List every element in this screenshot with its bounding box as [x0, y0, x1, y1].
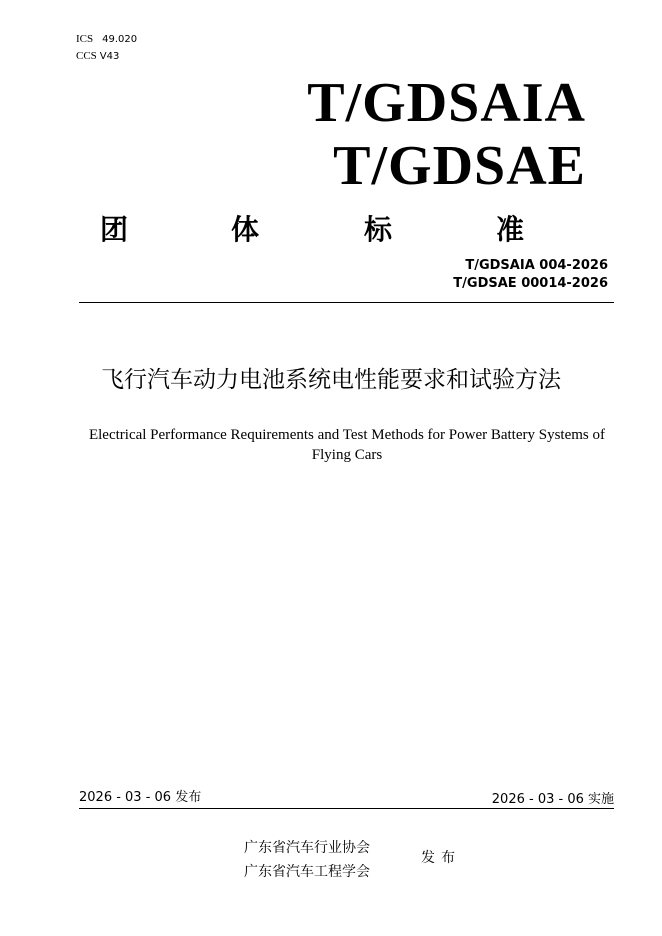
standard-type-char: 准 — [496, 213, 525, 246]
ccs-label: CCS — [76, 50, 97, 62]
ics-row — [76, 31, 137, 48]
issuing-organizations — [244, 836, 370, 884]
standard-numbers — [453, 257, 608, 293]
classification-codes — [76, 31, 137, 65]
standard-type-char: 团 — [100, 213, 129, 246]
title-chinese: 飞行汽车动力电池系统电性能要求和试验方法 — [101, 367, 561, 393]
issue-label: 发布 — [421, 850, 461, 866]
standard-type — [0, 212, 662, 248]
ccs-value: V43 — [99, 51, 120, 62]
issuer-name: 广东省汽车工程学会 — [244, 864, 370, 880]
organization-code-1: T/GDSAIA — [307, 72, 586, 134]
ccs-row — [76, 48, 137, 65]
organization-code-2: T/GDSAE — [333, 135, 586, 197]
standard-type-char: 标 — [364, 213, 393, 246]
standard-number: T/GDSAIA 004-2026 — [465, 258, 608, 273]
standard-type-char: 体 — [231, 213, 260, 246]
ics-value: 49.020 — [102, 34, 138, 45]
publish-date: 2026 - 03 - 06 发布 — [79, 790, 202, 805]
top-divider — [79, 302, 614, 303]
issuer-name: 广东省汽车行业协会 — [244, 840, 370, 856]
title-english: Electrical Performance Requirements and Test Methods for Power Battery Systems of Flying Cars — [88, 427, 606, 463]
ics-label: ICS — [76, 33, 94, 45]
standard-number: T/GDSAE 00014-2026 — [453, 276, 608, 291]
bottom-divider — [79, 808, 614, 809]
implement-date: 2026 - 03 - 06 实施 — [491, 792, 614, 807]
